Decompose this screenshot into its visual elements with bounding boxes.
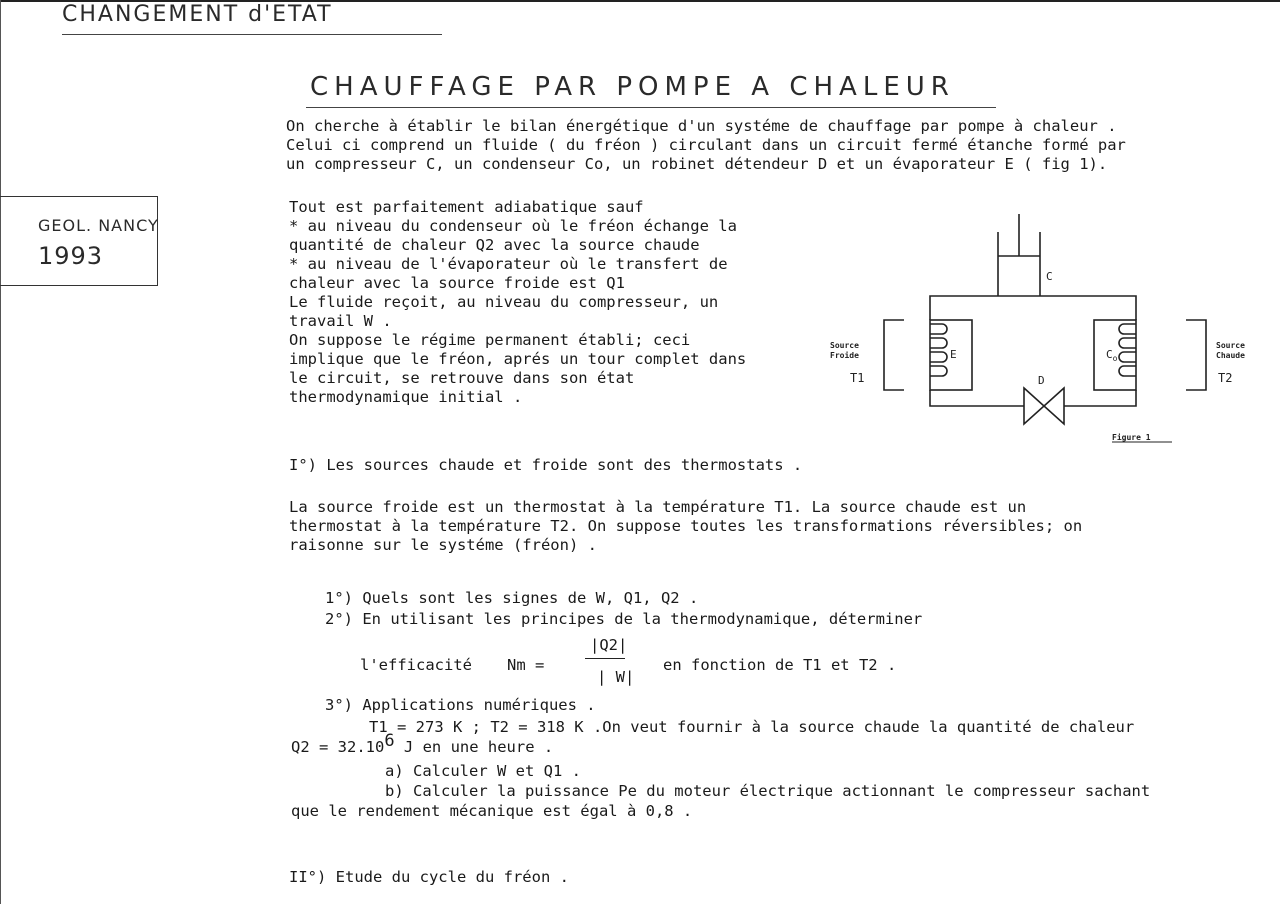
hot-source-label: Source (1216, 341, 1245, 350)
efficiency-label: l'efficacité (360, 656, 472, 674)
conditions-line: quantité de chaleur Q2 avec la source chaude (289, 236, 700, 254)
conditions-line: le circuit, se retrouve dans son état (289, 369, 635, 387)
part1-paragraph (289, 498, 1269, 555)
application-a: a) Calculer W et Q1 . (385, 762, 581, 780)
conditions-line: thermodynamique initial . (289, 388, 523, 406)
intro-line: On cherche à établir le bilan énergétique d'un systéme de chauffage par pompe à chaleur . (286, 117, 1117, 135)
conditions-line: Tout est parfaitement adiabatique sauf (289, 198, 644, 216)
application-b-cont: que le rendement mécanique est égal à 0,8 . (291, 802, 693, 820)
page-header: CHANGEMENT d'ETAT (62, 2, 333, 27)
compressor-label: C (1046, 270, 1053, 283)
question-2: 2°) En utilisant les principes de la thermodynamique, déterminer (325, 610, 923, 628)
question-3: 3°) Applications numériques . (325, 696, 596, 714)
hot-source-label: Chaude (1216, 351, 1245, 360)
valve-label: D (1038, 374, 1045, 387)
figure-caption: Figure 1 (1112, 433, 1151, 442)
application-line: $Q2 = 32.10^6$ J en une heure . (291, 730, 554, 756)
source-box-year: 1993 (38, 242, 104, 270)
page-title: CHAUFFAGE PAR POMPE A CHALEUR (310, 72, 955, 102)
conditions-paragraph (289, 198, 809, 407)
header-underline (62, 34, 442, 35)
part1-line: thermostat à la température T2. On suppose toutes les transformations réversibles; on (289, 517, 1083, 535)
cold-source-bracket (884, 320, 904, 390)
efficiency-lhs: Nm = (507, 656, 545, 674)
evaporator-label: E (950, 348, 957, 361)
cold-source-label: Source (830, 341, 859, 350)
conditions-line: implique que le fréon, aprés un tour complet dans (289, 350, 747, 368)
cold-temp-label: T1 (850, 371, 865, 385)
valve-icon (1024, 388, 1064, 424)
part2-heading: II°) Etude du cycle du fréon . (289, 868, 569, 886)
circuit-top (930, 296, 1136, 320)
question-1: 1°) Quels sont les signes de W, Q1, Q2 . (325, 589, 699, 607)
efficiency-numerator: |Q2| (590, 636, 628, 654)
fraction-bar (585, 658, 625, 659)
intro-line: Celui ci comprend un fluide ( du fréon ) circulant dans un circuit fermé étanche formé par (286, 136, 1126, 154)
hot-source-bracket (1186, 320, 1206, 390)
application-b: b) Calculer la puissance Pe du moteur électrique actionnant le compresseur sachant (385, 782, 1151, 800)
conditions-line: chaleur avec la source froide est Q1 (289, 274, 625, 292)
intro-paragraph (286, 117, 1276, 174)
hot-temp-label: T2 (1218, 371, 1233, 385)
conditions-line: * au niveau du condenseur où le fréon échange la (289, 217, 737, 235)
conditions-line: Le fluide reçoit, au niveau du compresseur, un (289, 293, 719, 311)
evaporator-coil (930, 324, 947, 376)
left-border (0, 0, 1, 904)
conditions-line: travail W . (289, 312, 392, 330)
conditions-line: * au niveau de l'évaporateur où le transfert de (289, 255, 728, 273)
source-box-line1: GEOL. NANCY (38, 216, 159, 235)
condenser-label: $C_o$ (1106, 348, 1118, 363)
title-underline (306, 107, 996, 108)
part1-heading: I°) Les sources chaude et froide sont des thermostats . (289, 456, 803, 474)
efficiency-denominator: | W| (597, 668, 635, 686)
part1-line: La source froide est un thermostat à la température T1. La source chaude est un (289, 498, 1027, 516)
part1-line: raisonne sur le systéme (fréon) . (289, 536, 597, 554)
condenser-coil (1119, 324, 1136, 376)
intro-line: un compresseur C, un condenseur Co, un robinet détendeur D et un évaporateur E ( fig 1). (286, 155, 1108, 173)
heat-pump-diagram (820, 212, 1245, 452)
cold-source-label: Froide (830, 351, 859, 360)
application-line: T1 = 273 K ; T2 = 318 K .On veut fournir à la source chaude la quantité de chaleur (369, 718, 1135, 736)
conditions-line: On suppose le régime permanent établi; ceci (289, 331, 691, 349)
source-box (0, 196, 158, 286)
efficiency-rest: en fonction de T1 et T2 . (663, 656, 897, 674)
